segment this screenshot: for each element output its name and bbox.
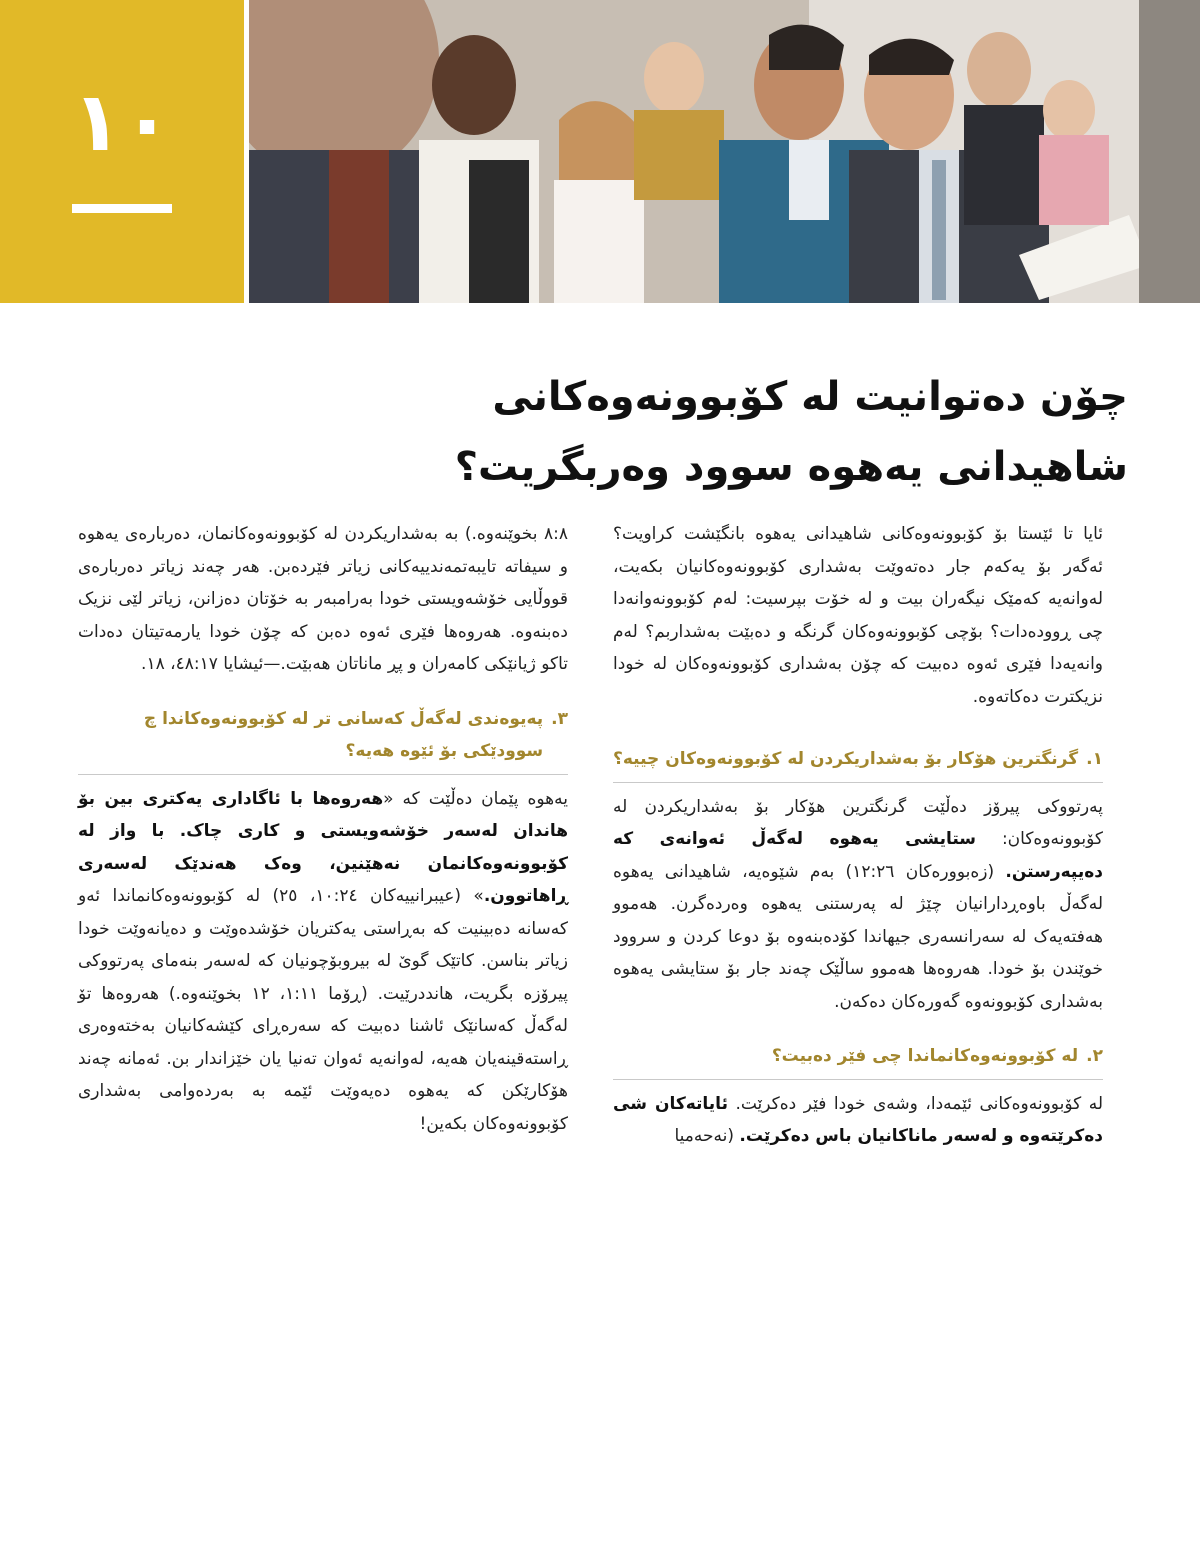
answer-2-continued: ٨:٨ بخوێنەوە.) بە بەشداریکردن لە کۆبوونەوەکانمان، دەربارەی یەهوە و سیفاتە تایبەتمەندییەکانی زیاتر فێردەبن. هەر چەند زیاتر دەربارەی قووڵایی خۆشەویستی خودا بەرامبەر بە خۆتان دەزانن، زیاتر لێی نزیک دەبنەوە. هەروەها فێری ئەوە دەبن کە چۆن خودا یارمەتیتان دەدات تاکو ژیانێکی کامەران و پڕ ماناتان هەبێت.—ئیشایا ٤٨:١٧، ١٨.	[78, 524, 568, 674]
answer-2-paragraph	[613, 1088, 1103, 1153]
divider	[613, 1079, 1103, 1080]
question-1-number: ١.	[1086, 749, 1103, 769]
answer-2-text-b: (نەحەمیا	[674, 1126, 740, 1146]
divider	[613, 782, 1103, 783]
question-2-text: لە کۆبوونەوەکانماندا چی فێر دەبیت؟	[771, 1046, 1079, 1066]
answer-1-text-b: (زەبوورەکان ١٢:٢٦) بەم شێوەیە، شاهیدانی یەهوە لەگەڵ باوەڕدارانیان چێژ لە پەرستنی یەهوە وەردەگرن. هەموو هەفتەیەک لە سەرانسەری جیهاندا کۆدەبنەوە بۆ دوعا کردن و سروود خوێندن بۆ خودا. هەروەها هەموو ساڵێک چەند جار بۆ ستایشی یەهوە بەشداری کۆبوونەوە گەورەکان دەکەن.	[613, 861, 1103, 1012]
question-1-text: گرنگترین هۆکار بۆ بەشداریکردن لە کۆبوونەوەکان چییە؟	[613, 749, 1079, 769]
question-3-number: ٣.	[551, 708, 568, 729]
answer-3-text-a: یەهوە پێمان دەڵێت کە «	[383, 788, 568, 809]
right-column	[613, 518, 1103, 1153]
question-2-number: ٢.	[1086, 1046, 1103, 1066]
lesson-number-underline	[72, 204, 172, 213]
answer-1-text-a: پەرتووکی پیرۆز دەڵێت گرنگترین هۆکار بۆ بەشداریکردن لە کۆبوونەوەکان:	[613, 796, 1103, 849]
answer-2-bold: ئایاتەکان شی دەکرێتەوە و لەسەر ماناکانیان باس دەکرێت.	[613, 1093, 1103, 1146]
answer-3-bold: هەروەها با ئاگاداری یەکتری بین بۆ هاندان لەسەر خۆشەویستی و کاری چاک. با واز لە کۆبوونەوەکانمان نەهێنین، وەک هەندێک لەسەری ڕاهاتوون.	[78, 788, 568, 906]
divider	[78, 774, 568, 775]
lesson-number-box	[0, 0, 244, 303]
lesson-title-line2: شاهیدانی یەهوە سوود وەربگریت؟	[454, 444, 1128, 490]
question-3	[78, 703, 568, 768]
question-2	[613, 1040, 1103, 1073]
answer-2-text-a: لە کۆبوونەوەکانی ئێمەدا، وشەی خودا فێر دەکرێت.	[727, 1093, 1104, 1114]
intro-paragraph: ئایا تا ئێستا بۆ کۆبوونەوەکانی شاهیدانی یەهوە بانگێشت کراویت؟ ئەگەر بۆ یەکەم جار دەتەوێت بەشداری کۆبوونەوەکانیان بکەیت، لەوانەیە کەمێک نیگەران بیت و لە خۆت بپرسیت: لەم کۆبوونەوانەدا چی ڕوودەدات؟ بۆچی کۆبوونەوەکان گرنگە و دەبێت بەشداربم؟ لەم وانەیەدا فێری ئەوە دەبیت کە چۆن بەشداری کۆبوونەوەکان لە خودا نزیکترت دەکاتەوە.	[613, 524, 1103, 707]
lesson-title	[128, 362, 1128, 502]
answer-1-bold: ستایشی یەهوە لەگەڵ ئەوانەی کە دەیپەرستن.	[613, 829, 1103, 882]
hero-banner	[0, 0, 1200, 303]
question-3-text: پەیوەندی لەگەڵ کەسانی تر لە کۆبوونەوەکاندا چ سوودێکی بۆ ئێوە هەیە؟	[143, 708, 544, 761]
lesson-number: ١٠	[71, 75, 173, 170]
meeting-photo	[249, 0, 1200, 303]
answer-3-paragraph	[78, 783, 568, 1141]
answer-3-text-b: » (عیبرانییەکان ١٠:٢٤، ٢٥) لە کۆبوونەوەکانماندا ئەو کەسانە دەبینیت کە بەڕاستی یەکتریان خۆشدەوێت و دەیانەوێت خودا زیاتر بناسن. کاتێک گوێ لە بیروبۆچونیان کە لەسەر بنەمای پەرتووکی پیرۆزە بگریت، هانددرێیت. (ڕۆما ١:١١، ١٢ بخوێنەوە.) هەروەها تۆ لەگەڵ کەسانێک ئاشنا دەبیت کە سەرەڕای کێشەکانیان بەختەوەری ڕاستەقینەیان هەیە، لەوانەیە ئەوان تەنیا یان خێزاندار بن. ئەمانە چەند هۆکارێکن کە یەهوە دەیەوێت ئێمە بە بەردەوامی بەشداری کۆبوونەوەکان بکەین!	[78, 886, 569, 1134]
answer-1-paragraph	[613, 791, 1103, 1019]
left-column	[78, 518, 568, 1140]
question-1	[613, 743, 1103, 776]
lesson-title-line1: چۆن دەتوانیت لە کۆبوونەوەکانی	[492, 374, 1128, 420]
